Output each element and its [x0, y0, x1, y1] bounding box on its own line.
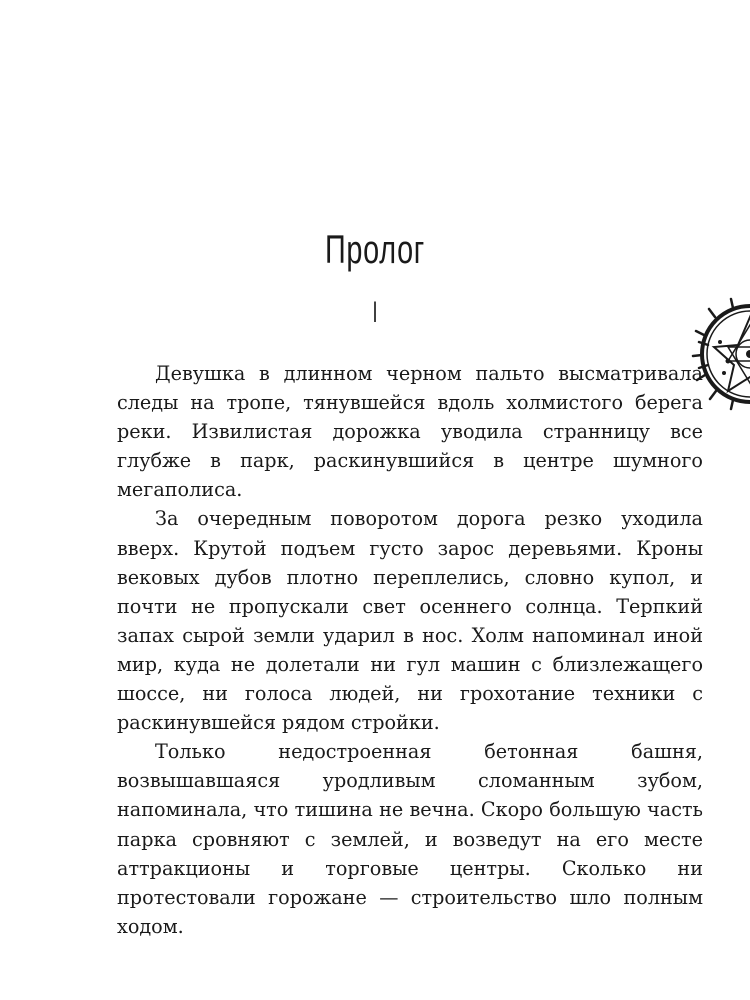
section-number: I — [372, 296, 378, 329]
paragraph-1: Девушка в длинном черном пальто высматривала следы на тропе, тянувшейся вдоль холмистого берега реки. Извилистая дорожка уводила странницу все глубже в парк, раскинувшийся в центре шумного мегаполиса. — [117, 362, 703, 502]
chapter-title: Пролог — [324, 228, 426, 272]
paragraph-3: Только недостроенная бетонная башня, возвышавшаяся уродливым сломанным зубом, напоминала, что тишина не вечна. Скоро большую часть парка сровняют с землей, и возведут на его месте аттракционы и торговые центры. Сколько ни протестовали горожане — строительство шло полным ходом. — [117, 740, 703, 938]
body-text — [117, 359, 703, 941]
paragraph-2: За очередным поворотом дорога резко уходила вверх. Крутой подъем густо зарос деревьями. Кроны вековых дубов плотно переплелись, словно купол, и почти не пропускали свет осеннего солнца. Терпкий запах сырой земли ударил в нос. Холм напоминал иной мир, куда не долетали ни гул машин с близлежащего шоссе, ни голоса людей, ни грохотание техники с раскинувшейся рядом стройки. — [117, 507, 703, 735]
thorn-ring-star-icon — [684, 295, 750, 413]
